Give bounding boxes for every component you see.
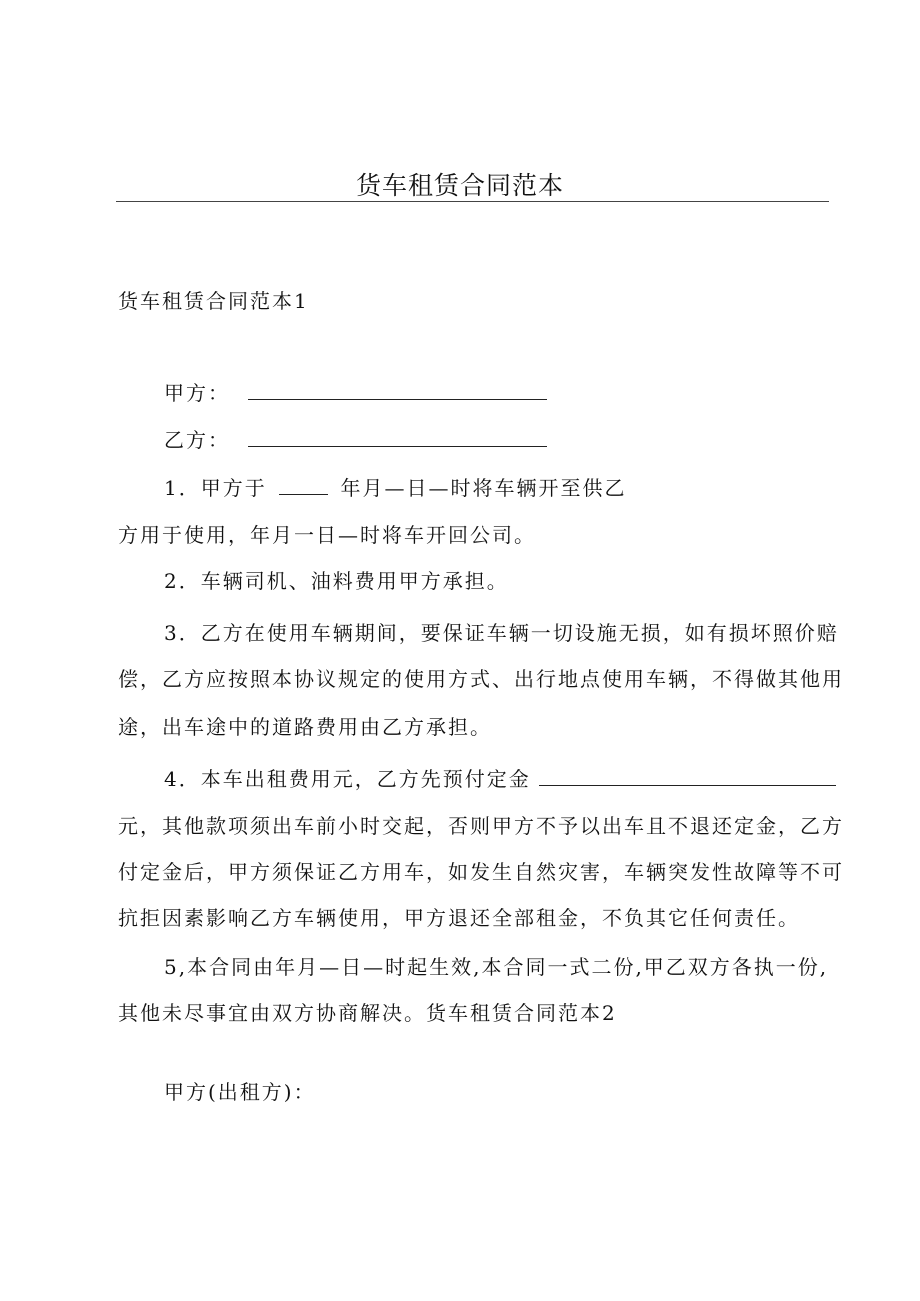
clause-5-line-2: 其他未尽事宜由双方协商解决。货车租赁合同范本2 <box>118 1001 617 1025</box>
clause-4-line-4: 抗拒因素影响乙方车辆使用，甲方退还全部租金，不负其它任何责任。 <box>118 906 800 930</box>
clause-4-line-3: 付定金后，甲方须保证乙方用车，如发生自然灾害，车辆突发性故障等不可 <box>118 860 844 884</box>
clause-3-line-1: 3．乙方在使用车辆期间，要保证车辆一切设施无损，如有损坏照价赔 <box>164 621 839 645</box>
party-a-field <box>164 378 547 408</box>
party-b-label: 乙方： <box>164 428 230 452</box>
deposit-blank <box>539 767 836 786</box>
party-b-blank <box>248 428 547 447</box>
section-heading: 货车租赁合同范本1 <box>118 289 309 313</box>
clause-3-line-2: 偿，乙方应按照本协议规定的使用方式、出行地点使用车辆，不得做其他用 <box>118 667 844 691</box>
clause-1-rest: 年月—日—时将车辆开至供乙 <box>340 476 627 500</box>
clause-1-start: 1．甲方于 <box>164 476 267 500</box>
title-rule <box>116 201 829 202</box>
clause-4-start: 4．本车出租费用元，乙方先预付定金 <box>164 767 531 791</box>
clause-4-line-2: 元，其他款项须出车前小时交起，否则甲方不予以出车且不退还定金，乙方 <box>118 814 844 838</box>
lessor-label: 甲方(出租方)： <box>164 1080 316 1104</box>
party-a-label: 甲方： <box>164 381 230 405</box>
clause-1-blank <box>279 476 328 495</box>
document-title: 货车租赁合同范本 <box>355 171 564 200</box>
clause-1-line-2: 方用于使用，年月一日—时将车开回公司。 <box>118 523 536 547</box>
clause-5-line-1: 5,本合同由年月—日—时起生效,本合同一式二份,甲乙双方各执一份, <box>164 955 829 979</box>
clause-1-line-1 <box>164 473 626 503</box>
party-b-field <box>164 425 547 455</box>
clause-3-line-3: 途，出车途中的道路费用由乙方承担。 <box>118 715 492 739</box>
clause-2: 2．车辆司机、油料费用甲方承担。 <box>164 569 509 593</box>
clause-4-line-1 <box>164 764 836 794</box>
party-a-blank <box>248 381 547 400</box>
